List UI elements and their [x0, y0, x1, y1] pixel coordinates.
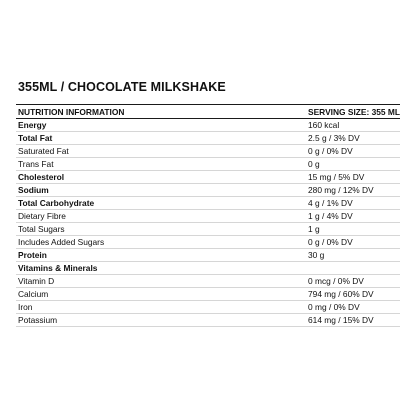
nutrient-name: Dietary Fibre [16, 210, 308, 223]
table-row [16, 314, 400, 327]
nutrient-name: Total Sugars [16, 223, 308, 236]
nutrient-value: 2.5 g / 3% DV [308, 132, 400, 145]
nutrient-name: Iron [16, 301, 308, 314]
nutrient-value: 0 g [308, 158, 400, 171]
nutrient-value: 160 kcal [308, 119, 400, 132]
nutrient-value: 280 mg / 12% DV [308, 184, 400, 197]
nutrient-name: Cholesterol [16, 171, 308, 184]
nutrient-name: Vitamins & Minerals [16, 262, 308, 275]
nutrient-value: 1 g [308, 223, 400, 236]
table-row [16, 301, 400, 314]
nutrient-value [308, 262, 400, 275]
nutrient-name: Energy [16, 119, 308, 132]
nutrient-value: 30 g [308, 249, 400, 262]
table-row [16, 171, 400, 184]
nutrient-value: 0 g / 0% DV [308, 236, 400, 249]
nutrient-name: Total Carbohydrate [16, 197, 308, 210]
table-row [16, 184, 400, 197]
table-row [16, 158, 400, 171]
nutrient-name: Includes Added Sugars [16, 236, 308, 249]
nutrient-name: Saturated Fat [16, 145, 308, 158]
table-row [16, 223, 400, 236]
table-row [16, 236, 400, 249]
nutrient-value: 614 mg / 15% DV [308, 314, 400, 327]
table-header-row [16, 105, 400, 119]
nutrient-name: Total Fat [16, 132, 308, 145]
nutrient-value: 0 mg / 0% DV [308, 301, 400, 314]
table-row [16, 275, 400, 288]
nutrient-name: Potassium [16, 314, 308, 327]
nutrition-rows [16, 119, 400, 327]
header-nutrition-information: NUTRITION INFORMATION [16, 105, 308, 119]
table-row [16, 288, 400, 301]
nutrient-name: Trans Fat [16, 158, 308, 171]
nutrient-value: 4 g / 1% DV [308, 197, 400, 210]
nutrient-value: 0 g / 0% DV [308, 145, 400, 158]
nutrient-name: Vitamin D [16, 275, 308, 288]
nutrient-value: 15 mg / 5% DV [308, 171, 400, 184]
header-serving-size: SERVING SIZE: 355 ML [308, 106, 400, 117]
table-row [16, 249, 400, 262]
nutrient-value: 1 g / 4% DV [308, 210, 400, 223]
nutrition-panel [16, 78, 400, 327]
table-row [16, 119, 400, 132]
product-title: 355ML / CHOCOLATE MILKSHAKE [18, 80, 226, 94]
nutrient-value: 794 mg / 60% DV [308, 288, 400, 301]
nutrient-value: 0 mcg / 0% DV [308, 275, 400, 288]
nutrition-table [16, 104, 400, 327]
table-row [16, 132, 400, 145]
nutrient-name: Protein [16, 249, 308, 262]
nutrient-name: Sodium [16, 184, 308, 197]
table-row [16, 145, 400, 158]
table-row [16, 262, 400, 275]
table-row [16, 197, 400, 210]
nutrient-name: Calcium [16, 288, 308, 301]
table-row [16, 210, 400, 223]
